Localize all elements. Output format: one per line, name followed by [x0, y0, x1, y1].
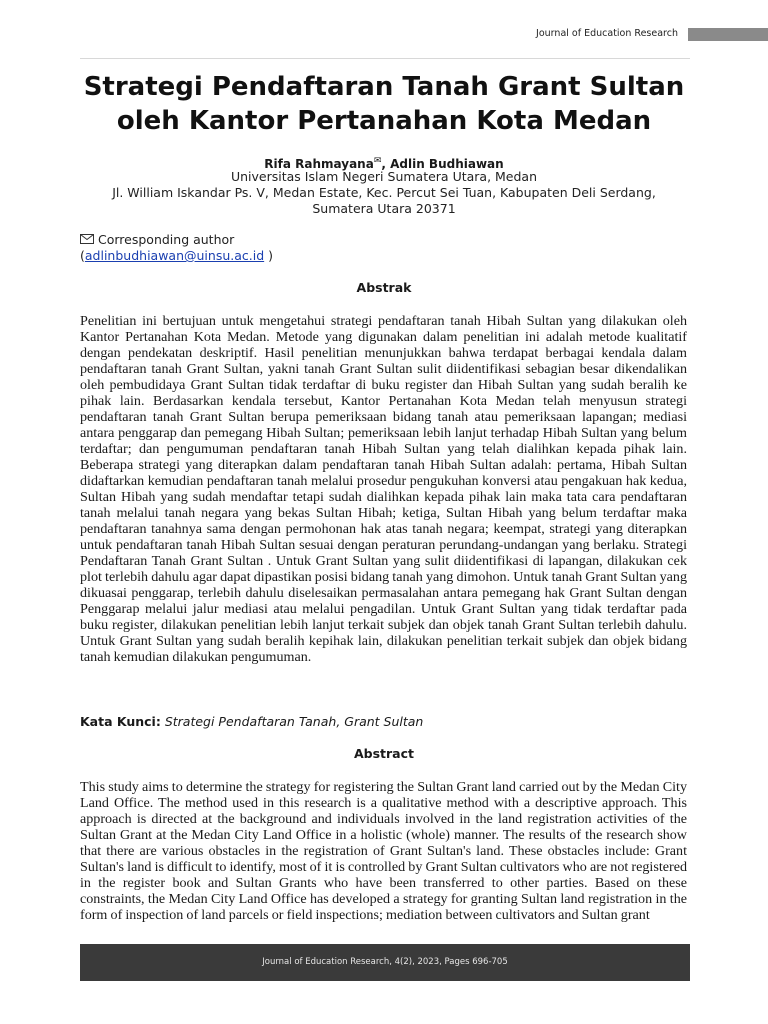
paren-close: ): [264, 248, 274, 263]
author-name: Adlin Budhiawan: [390, 157, 504, 171]
abstrak-heading: Abstrak: [356, 280, 412, 295]
corresponding-author-label: Corresponding author: [98, 232, 235, 247]
corresponding-author-block: [80, 232, 688, 264]
abstract-body: This study aims to determine the strategy for registering the Sultan Grant land carried out by the Medan City Land Office. The method used in this research is a qualitative method with a descriptive approach. This approach is directed at the background and individuals involved in the land registration activities of the Sultan Grant at the Medan City Land Office in a holistic (whole) manner. The results of the research show that there are various obstacles in the registration of Grant Sultan's land. These obstacles include: Grant Sultan's land is difficult to identify, most of it is controlled by Grant Sultan cultivators who are not registered in the register book and Sultan Grants who have been transferred to other parties. Based on these constraints, the Medan City Land Office has developed a strategy for granting Sultan land registration in the form of inspection of land parcels or field inspections; mediation between cultivators and Sultan grant: [80, 779, 687, 923]
abstract-heading: Abstract: [353, 746, 415, 761]
abstrak-body: Penelitian ini bertujuan untuk mengetahui strategi pendaftaran tanah Hibah Sultan yang dilakukan oleh Kantor Pertanahan Kota Medan. Metode yang digunakan dalam penelitian ini adalah metode kualitatif dengan pendekatan deskriptif. Hasil penelitian menunjukkan bahwa terdapat berbagai kendala dalam pendaftaran tanah Grant Sultan, yakni tanah Grant Sultan sulit diidentifikasi sebagian besar dikendalikan oleh pembudidaya Grant Sultan tidak terdaftar di buku register dan Hibah Sultan yang sudah beralih ke pihak lain. Berdasarkan kendala tersebut, Kantor Pertanahan Kota Medan telah menyusun strategi pendaftaran tanah Grant Sultan berupa pemeriksaan bidang tanah atau pemeriksaan lapangan; mediasi antara penggarap dan pemegang Hibah Sultan; pemeriksaan lebih lanjut terhadap Hibah Sultan yang belum terdaftar; dan pengumuman pendaftaran tanah Hibah Sultan yang telah dialihkan kepada pihak lain. Beberapa strategi yang diterapkan dalam pendaftaran tanah Hibah Sultan adalah: pertama, Hibah Sultan didaftarkan kemudian pendaftaran tanah melalui prosedur pengukuhan konversi atau pengakuan hak kedua, Sultan Hibah yang sudah mendaftar tetapi sudah dialihkan kepada pihak lain maka tata cara pendaftaran tanah melalui tanah negara yang bekas Sultan Hibah; ketiga, Sultan Hibah yang belum terdaftar maka pendaftaran tanahnya sama dengan permohonan hak atas tanah negara; keempat, strategi yang diterapkan untuk pendaftaran tanah Hibah Sultan sesuai dengan peraturan perundang-undangan yang berlaku. Strategi Pendaftaran Tanah Grant Sultan . Untuk Grant Sultan yang sulit diidentifikasi di lapangan, dilakukan cek plot terlebih dahulu agar dapat dipastikan posisi bidang tanah yang dimohon. Untuk tanah Grant Sultan yang dikuasai penggarap, terlebih dahulu diselesaikan permasalahan antara pemegang hak Grant Sultan dengan Penggarap melalui jalur mediasi atau melalui pengadilan. Untuk Grant Sultan yang tidak terdaftar pada buku register, dilakukan penelitian lebih lanjut terkait subjek dan objek tanah Grant Sultan terlebih dahulu. Untuk Grant Sultan yang sudah beralih kepihak lain, dilakukan penelitian terkait subjek dan objek bidang tanah kemudian dilakukan pengumuman.: [80, 313, 687, 665]
running-header: [0, 27, 768, 43]
header-divider: [80, 58, 690, 59]
journal-name: Journal of Education Research: [536, 28, 678, 39]
header-accent-bar: [688, 28, 768, 41]
title-line: oleh Kantor Pertanahan Kota Medan: [116, 106, 652, 136]
author-name: Rifa Rahmayana: [264, 157, 374, 171]
corresponding-email-line: [80, 248, 688, 264]
corresponding-email-link[interactable]: adlinbudhiawan@uinsu.ac.id: [84, 248, 265, 263]
page-footer: [80, 944, 690, 981]
affiliation-address: Jl. William Iskandar Ps. V, Medan Estate, Kec. Percut Sei Tuan, Kabupaten Deli Serdang, Sumatera Utara 20371: [112, 185, 656, 216]
corresponding-author-line: [80, 232, 688, 248]
affiliation: Universitas Islam Negeri Sumatera Utara, Medan: [230, 169, 538, 184]
footer-citation: Journal of Education Research, 4(2), 2023, Pages 696-705: [262, 957, 508, 967]
keywords-value: Strategi Pendaftaran Tanah, Grant Sultan: [160, 714, 424, 729]
keywords-label: Kata Kunci:: [80, 714, 161, 729]
paren-open: (: [80, 248, 85, 263]
article-title: [80, 70, 688, 138]
author-separator: ,: [381, 157, 391, 171]
envelope-icon: [80, 234, 94, 244]
title-line: Strategi Pendaftaran Tanah Grant Sultan: [83, 72, 685, 102]
corresponding-mark-icon: ✉: [373, 156, 382, 166]
keywords: [80, 714, 688, 730]
